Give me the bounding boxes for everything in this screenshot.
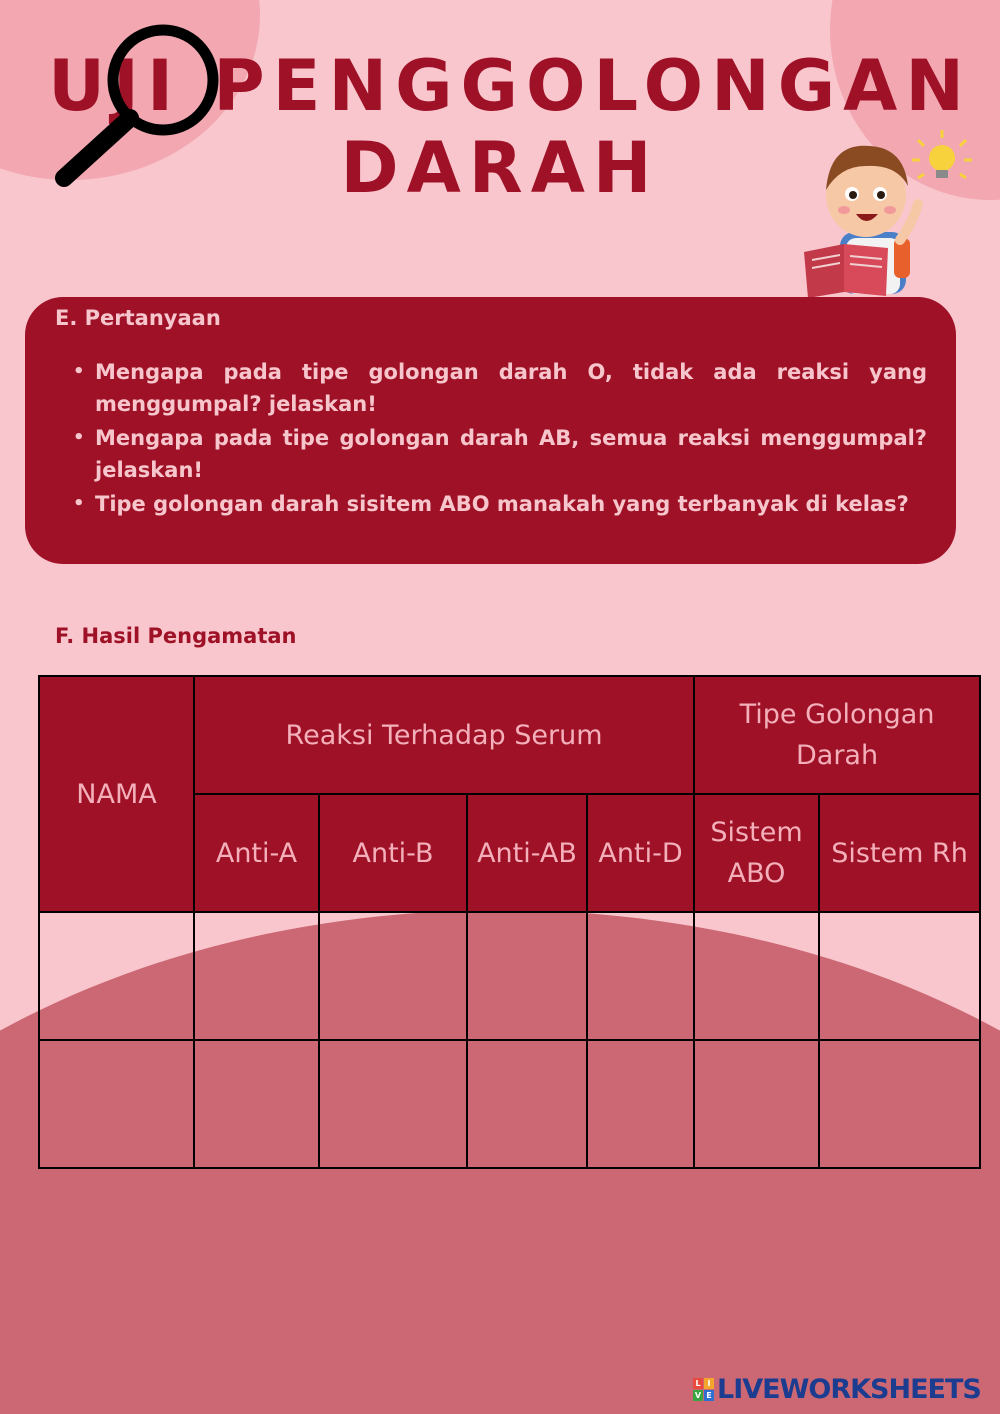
header-tipe-golongan: Tipe Golongan Darah <box>694 676 980 794</box>
input-cell[interactable] <box>467 912 587 1040</box>
child-reading-illustration <box>800 120 990 300</box>
header-anti-a: Anti-A <box>194 794 319 912</box>
input-cell[interactable] <box>819 1040 980 1168</box>
input-cell[interactable] <box>39 912 194 1040</box>
input-cell[interactable] <box>694 1040 819 1168</box>
input-cell[interactable] <box>319 1040 467 1168</box>
lightbulb-icon <box>912 130 972 178</box>
logo-letter: E <box>704 1390 714 1401</box>
input-cell[interactable] <box>587 912 694 1040</box>
magnifying-glass-icon <box>50 18 225 193</box>
logo-letter: L <box>693 1378 703 1389</box>
table-row <box>39 912 980 1040</box>
input-cell[interactable] <box>819 912 980 1040</box>
header-anti-d: Anti-D <box>587 794 694 912</box>
input-cell[interactable] <box>467 1040 587 1168</box>
header-anti-ab: Anti-AB <box>467 794 587 912</box>
logo-letter: V <box>694 1390 702 1400</box>
observation-heading: F. Hasil Pengamatan <box>55 624 297 648</box>
questions-heading: E. Pertanyaan <box>55 306 221 330</box>
header-anti-b: Anti-B <box>319 794 467 912</box>
table-row <box>39 1040 980 1168</box>
observation-table <box>38 675 981 1169</box>
questions-list <box>95 356 927 522</box>
input-cell[interactable] <box>39 1040 194 1168</box>
logo-letter: I <box>704 1378 714 1389</box>
question-item: • Mengapa pada tipe golongan darah AB, semua reaksi menggumpal? jelaskan! <box>95 422 927 486</box>
question-item: • Mengapa pada tipe golongan darah O, tidak ada reaksi yang menggumpal? jelaskan! <box>95 356 927 420</box>
header-sistem-rh: Sistem Rh <box>819 794 980 912</box>
liveworksheets-wordmark: LIVEWORKSHEETS <box>717 1373 981 1405</box>
input-cell[interactable] <box>694 912 819 1040</box>
header-reaksi-serum: Reaksi Terhadap Serum <box>194 676 694 794</box>
liveworksheets-mark-icon <box>693 1378 714 1401</box>
liveworksheets-logo[interactable] <box>693 1373 981 1405</box>
question-item: • Tipe golongan darah sisitem ABO manakah yang terbanyak di kelas? <box>95 488 927 520</box>
header-nama: NAMA <box>39 676 194 912</box>
input-cell[interactable] <box>587 1040 694 1168</box>
page-title-line-2: DARAH <box>340 127 660 209</box>
input-cell[interactable] <box>194 912 319 1040</box>
header-sistem-abo: Sistem ABO <box>694 794 819 912</box>
page-title-line-1: UJI PENGGOLONGAN <box>48 45 972 127</box>
input-cell[interactable] <box>194 1040 319 1168</box>
input-cell[interactable] <box>319 912 467 1040</box>
